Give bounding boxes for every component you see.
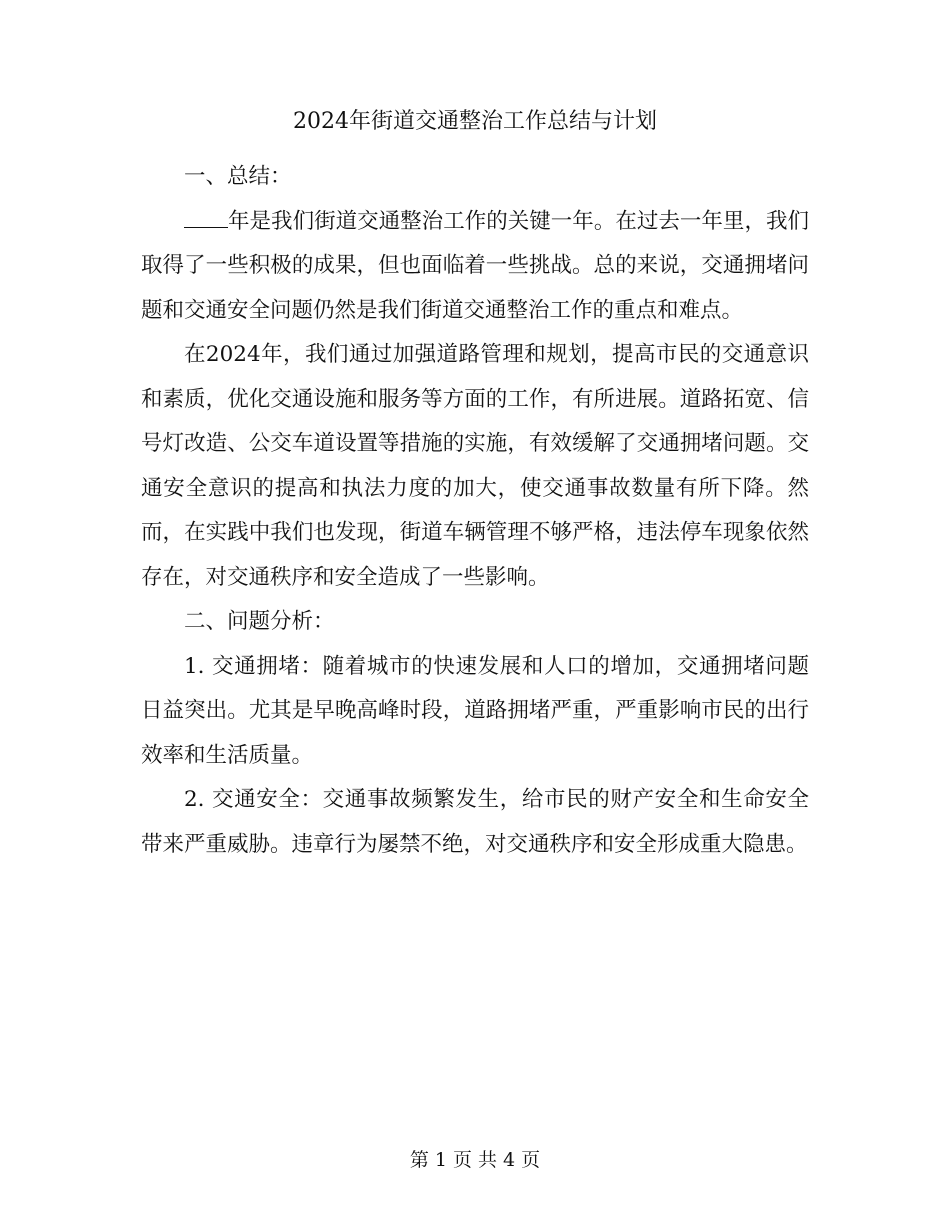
summary-heading: 一、总结： (184, 164, 292, 189)
summary-paragraph-1 (141, 200, 809, 334)
analysis-item-1: 1. 交通拥堵：随着城市的快速发展和人口的增加，交通拥堵问题日益突出。尤其是早晚高峰时段，道路拥堵严重，严重影响市民的出行效率和生活质量。 (141, 653, 809, 768)
analysis-item-2: 2. 交通安全：交通事故频繁发生，给市民的财产安全和生命安全带来严重威胁。违章行为屡禁不绝，对交通秩序和安全形成重大隐患。 (141, 787, 809, 857)
document-title: 2024年街道交通整治工作总结与计划 (293, 109, 657, 134)
summary-paragraph-1-text: 年是我们街道交通整治工作的关键一年。在过去一年里，我们取得了一些积极的成果，但也面临着一些挑战。总的来说，交通拥堵问题和交通安全问题仍然是我们街道交通整治工作的重点和难点。 (141, 208, 809, 323)
summary-paragraph-2: 在2024年，我们通过加强道路管理和规划，提高市民的交通意识和素质，优化交通设施和服务等方面的工作，有所进展。道路拓宽、信号灯改造、公交车道设置等措施的实施，有效缓解了交通拥堵问题。交通安全意识的提高和执法力度的加大，使交通事故数量有所下降。然而，在实践中我们也发现，街道车辆管理不够严格，违法停车现象依然存在，对交通秩序和安全造成了一些影响。 (141, 342, 809, 590)
document-body (141, 155, 809, 867)
analysis-heading: 二、问题分析： (184, 609, 335, 634)
year-blank-line (184, 207, 228, 228)
page-footer: 第 1 页 共 4 页 (409, 1149, 541, 1171)
